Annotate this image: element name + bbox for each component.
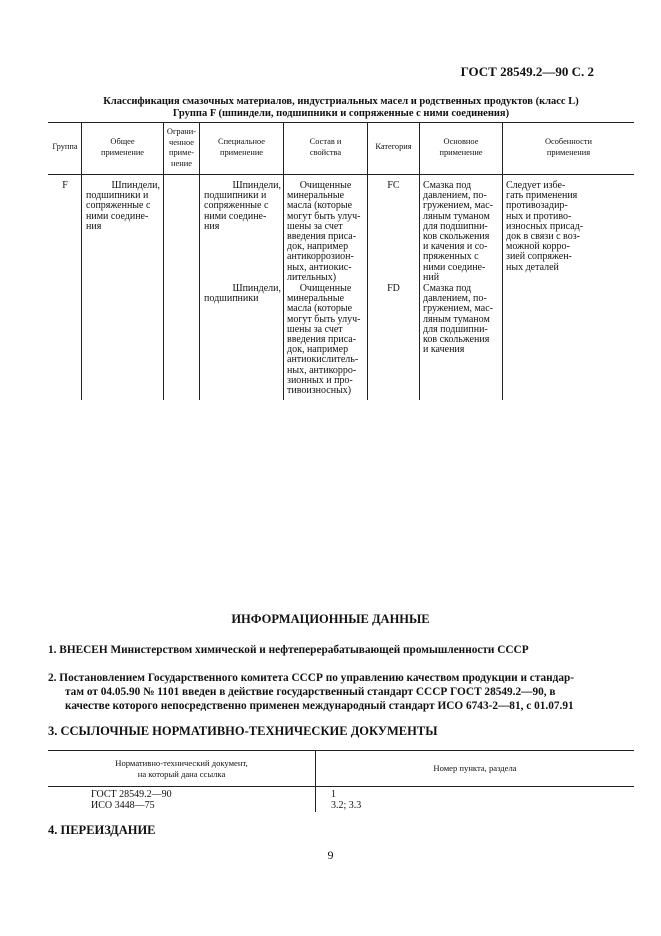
cell-composition-fd: Очищенные минеральные масла (которые могут быть улуч- шены за счет введения приса- док, например антиокислитель- ных, антикорро- зионных и про- тивоизносных) xyxy=(287,283,361,397)
info-item-2: 2. Постановлением Государственного комитета СССР по управлению качеством продукции и стандар- там от 04.05.90 № 1101 введен в действие государственный стандарт СССР ГОСТ 28549.2—90, в качестве которого непосредственно применен международный стандарт ИСО 6743-2—81, с 01.07.91 xyxy=(48,672,575,713)
info-item-1: 1. ВНЕСЕН Министерством химической и нефтеперерабатывающей промышленности СССР xyxy=(48,644,529,656)
ref-row-item: 3.2; 3.3 xyxy=(331,800,362,811)
col-divider xyxy=(81,122,82,400)
header-group: Группа xyxy=(52,142,78,151)
ref-row-item: 1 xyxy=(331,789,336,800)
header-special-use: Специальное применение xyxy=(217,137,266,157)
cell-special-use-fd: Шпиндели, подшипники xyxy=(204,283,281,305)
header-features: Особенности применения xyxy=(544,137,593,157)
info-title: ИНФОРМАЦИОННЫЕ ДАННЫЕ xyxy=(231,612,430,626)
header-main-use: Основное применение xyxy=(439,137,483,157)
info-item-4: 4. ПЕРЕИЗДАНИЕ xyxy=(48,823,156,837)
cell-main-use-fd: Смазка под давлением, по- гружением, мас- ляным туманом для подшипни- ков скольжения и качения xyxy=(423,283,493,356)
col-divider xyxy=(283,122,284,400)
header-composition: Состав и свойства xyxy=(309,137,342,157)
cell-group: F xyxy=(62,180,68,191)
header-restricted-use: Ограни- ченное приме- нение xyxy=(166,127,197,168)
page-number: 9 xyxy=(327,848,334,862)
ref-header-item: Номер пункта, раздела xyxy=(433,763,517,773)
col-divider xyxy=(367,122,368,400)
ref-header-document: Нормативно-технический документ, на который дана ссылка xyxy=(115,758,248,779)
cell-special-use-fc: Шпиндели, подшипники и сопряженные с ними соедине- ния xyxy=(204,180,281,232)
cell-main-use-fc: Смазка под давлением, по- гружением, мас- ляным туманом для подшипни- ков скольжения и качения и со- пряженных с ними соедине- ний xyxy=(423,180,493,283)
col-divider xyxy=(199,122,200,400)
cell-general-use: Шпиндели, подшипники и сопряженные с ними соедине- ния xyxy=(86,180,160,232)
header-category: Категория xyxy=(375,142,412,151)
table-top-rule xyxy=(48,122,634,123)
col-divider xyxy=(502,122,503,400)
cell-composition-fc: Очищенные минеральные масла (которые могут быть улуч- шены за счет введения приса- док, например антикоррозион- ных, антиокис- лительных) xyxy=(287,180,361,283)
col-divider xyxy=(419,122,420,400)
table-caption-line2: Группа F (шпиндели, подшипники и сопряженные с ними соединения) xyxy=(172,108,510,119)
ref-row-doc: ГОСТ 28549.2—90 xyxy=(91,789,172,800)
page-header: ГОСТ 28549.2—90 С. 2 xyxy=(460,64,594,79)
table-caption-line1: Классификация смазочных материалов, индустриальных масел и родственных продуктов (класс L) xyxy=(103,96,579,107)
info-item-3: 3. ССЫЛОЧНЫЕ НОРМАТИВНО-ТЕХНИЧЕСКИЕ ДОКУМЕНТЫ xyxy=(48,724,438,738)
ref-table-col-divider xyxy=(315,750,316,812)
ref-row-doc: ИСО 3448—75 xyxy=(91,800,155,811)
cell-category-fc: FC xyxy=(387,180,400,191)
ref-table-top-rule xyxy=(48,750,634,751)
cell-category-fd: FD xyxy=(387,283,400,294)
table-header-rule xyxy=(48,174,634,175)
header-general-use: Общее применение xyxy=(100,137,145,157)
cell-features: Следует избе- гать применения противозадир- ных и противо- износных присад- док в связи с воз- можной корро- зией сопряжен- ных деталей xyxy=(506,180,584,273)
ref-table-header-rule xyxy=(48,786,634,787)
